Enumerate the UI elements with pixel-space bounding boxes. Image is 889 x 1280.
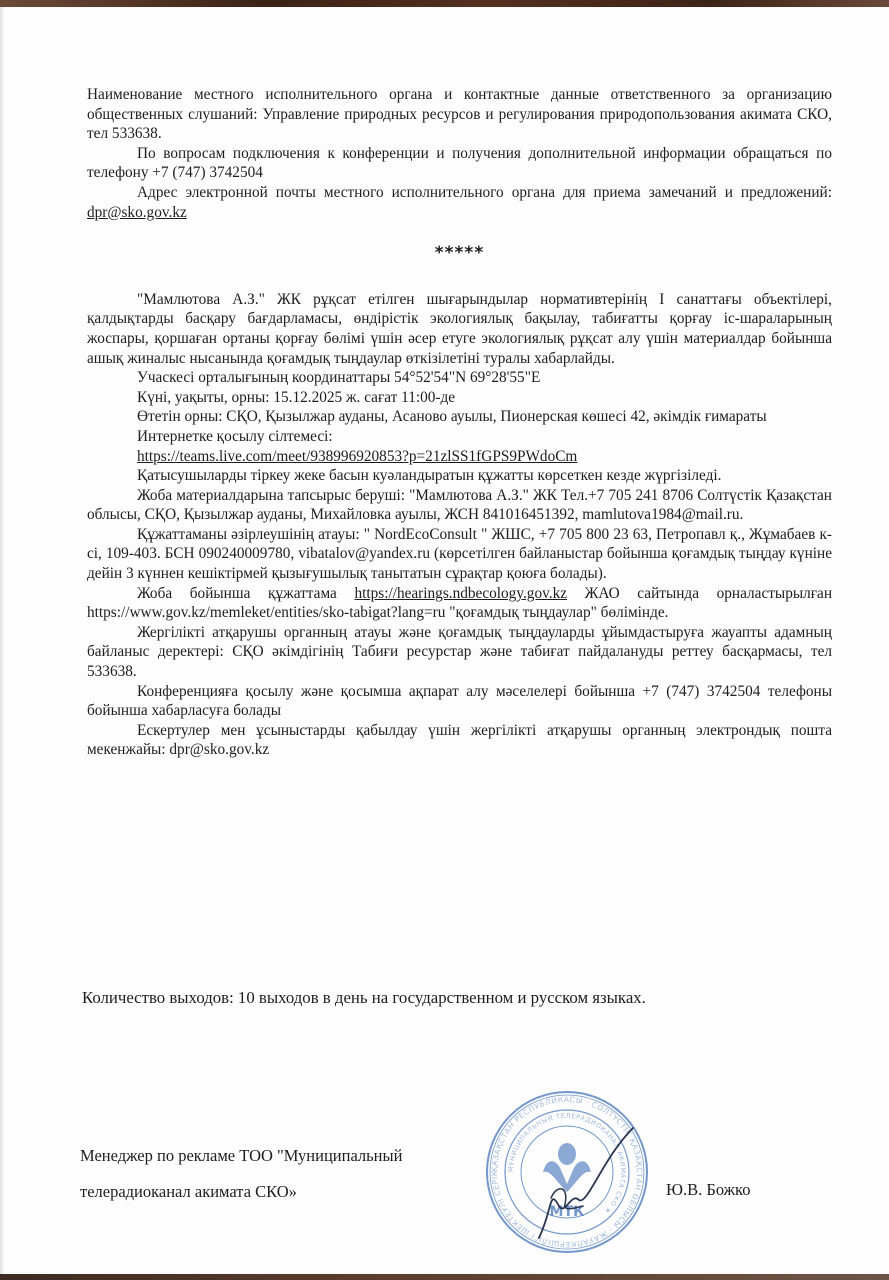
- ru-email-info: [87, 183, 832, 222]
- signatory-title: [80, 1138, 402, 1210]
- kz-developer: Құжаттаманы әзірлеушінің атауы: " NordEcoConsult " ЖШС, +7 705 800 23 63, Петропавл қ., Жұмабаев к-сі, 109-403. БСН 090240009780, vibatalov@yandex.ru (көрсетілген байланыстар бойынша қоғамдық тыңдау күніне дейін 3 күннен кешіктірмей қызығушылық танытатын сұрақтар қоюға болады).: [87, 525, 832, 583]
- kz-link-line: [87, 447, 832, 467]
- kz-docs-prefix: Жоба бойынша құжаттама: [137, 584, 355, 602]
- kz-email-label: Ескертулер мен ұсыныстарды қабылдау үшін жергілікті атқарушы органның электрондық пошта мекенжайы:: [87, 721, 832, 759]
- kz-date-time: Күні, уақыты, орны: 15.12.2025 ж. сағат 11:00-де: [137, 388, 456, 406]
- ru-email-label: Адрес электронной почты местного исполнительного органа для приема замечаний и предложений:: [137, 183, 832, 201]
- kz-coordinates: Учаскесі орталығының координаттары 54°52'54"N 69°28'55"E: [137, 369, 541, 387]
- ru-conference-info: По вопросам подключения к конференции и получения дополнительной информации обращаться по телефону +7 (747) 3742504: [87, 144, 832, 182]
- kz-venue: Өтетін орны: СҚО, Қызылжар ауданы, Асаново ауылы, Пионерская көшесі 42, әкімдік ғимараты: [137, 408, 767, 426]
- svg-text:МУНИЦИПАЛЬНЫЙ ТЕЛЕРАДИОКАНАЛ А: МУНИЦИПАЛЬНЫЙ ТЕЛЕРАДИОКАНАЛ АКИМАТА СКО ★: [506, 1111, 628, 1216]
- kz-docs-suffix: ЖАО сайтында орналастырылған https://www.gov.kz/memleket/entities/sko-tabigat?lang=ru "қоғамдық тыңдаулар" бөлімінде.: [87, 584, 833, 622]
- kz-registration: Қатысушыларды тіркеу жеке басын куәландыратын құжатты көрсеткен кезде жүргізіледі.: [137, 467, 722, 485]
- kz-organizer: Жергілікті атқарушы органның атауы және қоғамдық тыңдауларды ұйымдастыруға жауапты адамның байланыс деректері: СҚО әкімдігінің Табиғи ресурстар және табиғат пайдалануды реттеу басқармасы, тел 533638.: [87, 623, 832, 681]
- teams-meeting-link[interactable]: https://teams.live.com/meet/938996920853?p=21zlSS1fGPS9PWdoCm: [137, 447, 578, 465]
- official-stamp: [483, 1088, 651, 1256]
- kz-customer: Жоба материалдарына тапсырыс беруші: "Мамлютова А.З." ЖК Тел.+7 705 241 8706 Солтүстік Қазақстан облысы, СҚО, Қызылжар ауданы, Михайловка ауылы, ЖСН 841016451392, mamlutova1984@mail.ru.: [87, 486, 832, 524]
- kz-conference: Конференцияға қосылу және қосымша ақпарат алу мәселелері бойынша +7 (747) 3742504 телефоны бойынша хабарласуға болады: [87, 682, 832, 720]
- signatory-title-line-2: телерадиоканал акимата СКО»: [80, 1182, 297, 1201]
- kz-email: [87, 721, 832, 760]
- svg-text:ҚАЗАҚСТАН РЕСПУБЛИКАСЫ · СОЛТҮ: ҚАЗАҚСТАН РЕСПУБЛИКАСЫ · СОЛТҮСТІК ҚАЗАҚСТАН ОБЛЫСЫ · ЖАУАПКЕРШІЛІГІ ШЕКТЕУЛІ СЕРІК: [489, 1094, 645, 1250]
- stamp-logo-text: МТК: [549, 1204, 585, 1220]
- kz-link-label: Интернетке қосылу сілтемесі:: [137, 427, 333, 445]
- kz-intro: "Мамлютова А.З." ЖК рұқсат етілген шығарындылар нормативтерінің I санаттағы объектілері, қалдықтарды басқару бағдарламасы, өндірістік экологиялық бақылау, табиғатты қорғау іс-шараларының жоспары, қоршаған ортаны қорғау бөлімі үшін әсер етуге экологиялық рұқсат алу үшін материалдар бойынша ашық жиналыс нысанында қоғамдық тыңдаулар өткізілетіні туралы хабарлайды.: [87, 290, 832, 367]
- ru-organizer-info: Наименование местного исполнительного органа и контактные данные ответственного за организацию общественных слушаний: Управление природных ресурсов и регулирования природопользования акимата СКО, тел 533638.: [87, 86, 832, 143]
- hearings-link[interactable]: https://hearings.ndbecology.gov.kz: [354, 584, 568, 602]
- signatory-name: Ю.В. Божко: [666, 1180, 751, 1199]
- stamp-seal-icon: [483, 1088, 651, 1256]
- ru-email-link[interactable]: dpr@sko.gov.kz: [87, 203, 187, 221]
- document-body: [87, 85, 832, 760]
- broadcast-count: Количество выходов: 10 выходов в день на государственном и русском языках.: [82, 988, 646, 1007]
- signatory-title-line-1: Менеджер по рекламе ТОО "Муниципальный: [80, 1146, 403, 1165]
- section-separator: *****: [434, 243, 485, 264]
- table-edge-bottom: [0, 1274, 889, 1280]
- kz-email-link[interactable]: dpr@sko.gov.kz: [169, 741, 270, 759]
- kz-documentation: [87, 584, 832, 623]
